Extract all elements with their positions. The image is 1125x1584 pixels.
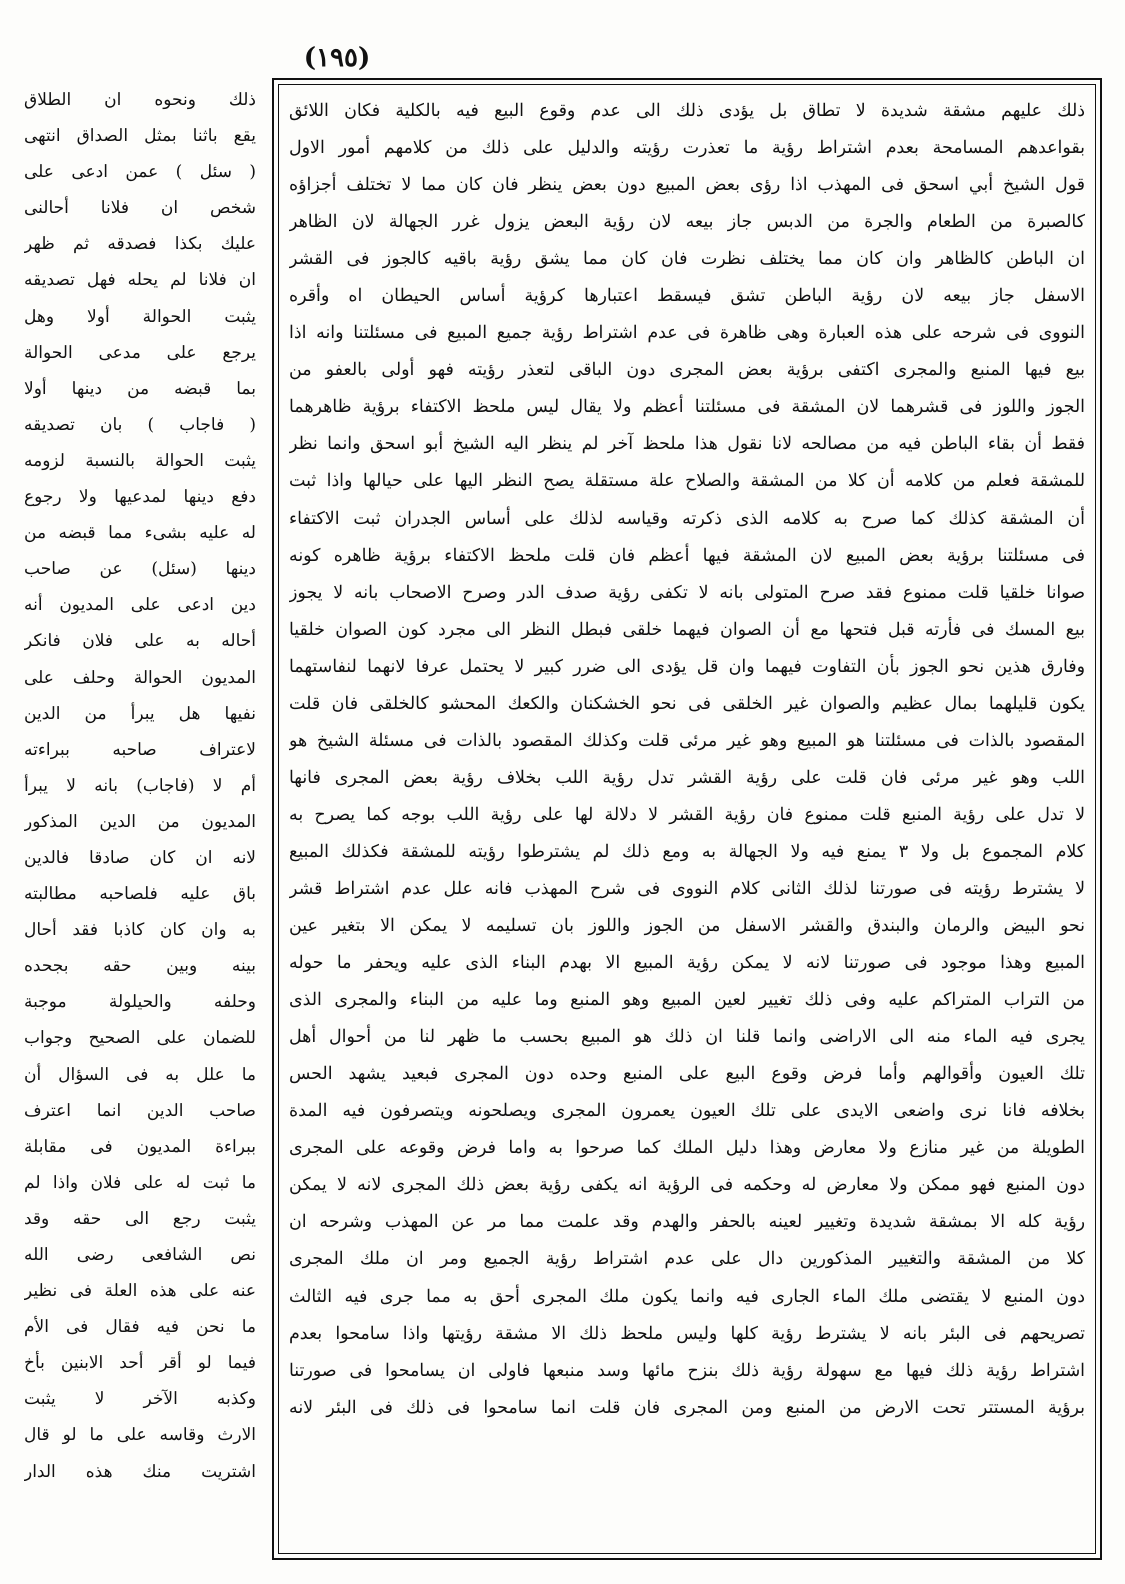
main-text-line: للمشقة فعلم من كلامه أن كلا من المشقة والصلاح علة مستقلة يصح النظر اليها على حيالها واذا ثبت (289, 471, 1085, 492)
main-text-line: بيع فيها المنبع والمجرى اكتفى برؤية بعض المجرى دون الباقى لتعذر رؤيته فهو أولى بالعفو من (289, 360, 1085, 381)
side-text-line: دينها (سئل) عن صاحب (24, 559, 256, 580)
side-text-line: وحلفه والحيلولة موجبة (24, 992, 256, 1013)
side-text-line: دفع دينها لمدعيها ولا رجوع (24, 487, 256, 508)
side-text-line: ( فاجاب ) بان تصديقه (24, 414, 256, 435)
side-text-line: ما ثبت له على فلان واذا لم (24, 1172, 256, 1193)
main-text-line: الاسفل جاز بيعه لان رؤية الباطن تشق فيسقط اعتبارها كرؤية أساس الحيطان اه وأقره (289, 286, 1085, 307)
main-text-line: يجرى فيه الماء منه الى الاراضى وانما قلنا ان ذلك هو المبيع بحسب ما ظهر لنا من أحوال أهل (289, 1027, 1085, 1048)
main-text-line: كلا من المشقة والتغيير المذكورين دال على عدم اشتراط رؤية الجميع ومر ان ملك المجرى (289, 1249, 1085, 1270)
main-text-line: اللب وهو غير مرئى فان قلت على رؤية القشر تدل رؤية اللب بخلاف رؤية بعض المجرى فانها (289, 767, 1085, 788)
side-text-line: بما قبضه من دينها أولا (24, 378, 256, 399)
side-text-line: أحاله به على فلان فانكر (24, 631, 256, 652)
side-text-line: ان فلانا لم يحله فهل تصديقه (24, 270, 256, 291)
main-text-line: لا تدل على رؤية المنبع قلت ممنوع فان رؤية القشر لا دلالة لها على رؤية اللب بوجه كما يصرح به (289, 804, 1085, 825)
side-text-line: باق عليه فلصاحبه مطالبته (24, 884, 256, 905)
main-text-line: تلك العيون وأقوالهم وأما فرض وقوع البيع على المنبع وحده دون المجرى فبعيد يشهد الحس (289, 1064, 1085, 1085)
side-text-line: يثبت الحوالة بالنسبة لزومه (24, 450, 256, 471)
main-text-frame (272, 78, 1102, 1560)
side-text-line: صاحب الدين انما اعترف (24, 1100, 256, 1121)
side-text-line: يثبت رجع الى حقه وقد (24, 1208, 256, 1229)
side-text-line: الارث وقاسه على ما لو قال (24, 1425, 256, 1446)
main-text-line: اشتراط رؤية ذلك فيها مع سهولة رؤية ذلك بنزح مائها وسد منبعها فاولى ان يسامحوا فى صورتنا (289, 1360, 1085, 1381)
main-text-line: كالصبرة من الطعام والجرة من الدبس جاز بيعه لان رؤية البعض يزول غرر الجهالة لان الظاهر (289, 212, 1085, 233)
main-text-line: بخلافه فانا نرى واضعى الايدى على تلك العيون يعمرون المجرى ويصلحونه ويتصرفون فيه المدة (289, 1101, 1085, 1122)
main-text-line: ان الباطن كالظاهر وان كان مما يختلف نظرت فان كان مما يشق رؤية باقيه كالجوز فى القشر (289, 249, 1085, 270)
side-text-line: به وان كان كاذبا فقد أحال (24, 920, 256, 941)
main-text-line: ذلك عليهم مشقة شديدة لا تطاق بل يؤدى ذلك الى عدم وقوع البيع فيه بالكلية فكان اللائق (289, 101, 1085, 121)
side-text-line: له عليه بشىء مما قبضه من (24, 523, 256, 544)
side-text-line: يرجع على مدعى الحوالة (24, 342, 256, 363)
main-text-line: وفارق هذين نحو الجوز بأن التفاوت فيهما وان قل يؤدى الى ضرر كبير لا يحتمل عرفا لانهما لنفاستهما (289, 656, 1085, 677)
side-column (24, 82, 256, 1562)
side-text-line: بينه وبين حقه بجحده (24, 956, 256, 977)
main-text-body (278, 84, 1096, 1554)
main-text-line: قول الشيخ أبي اسحق فى المهذب اذا رؤى بعض المبيع دون بعض ينظر فان كان مما لا تختلف أجزاؤه (289, 175, 1085, 196)
main-text-line: فى مسئلتنا برؤية بعض المبيع لان المشقة فيها أعظم فان قلت ملحظ الاكتفاء برؤية ظاهره كونه (289, 545, 1085, 566)
main-text-line: رؤية كله الا بمشقة شديدة وتغيير لعينه بالحفر والهدم وقد علمت مما مر عن المهذب وشرحه ان (289, 1212, 1085, 1233)
side-text-line: نفيها هل يبرأ من الدين (24, 703, 256, 724)
side-text-line: عنه على هذه العلة فى نظير (24, 1281, 256, 1302)
side-text-line: يثبت الحوالة أولا وهل (24, 306, 256, 327)
main-text-line: نحو البيض والرمان والبندق والقشر الاسفل من الجوز واللوز بان تسليمه لا يمكن الا بتغير عين (289, 916, 1085, 937)
main-text-line: الطويلة من غير منازع ولا معارض وهذا دليل الملك كما صرحوا به واما فرض وقوعه على المجرى (289, 1138, 1085, 1159)
main-text-line: صوانا خلقيا قلت ممنوع فقد صرح المتولى بانه لا تكفى رؤية صدف الدر وصرح الاصحاب بانه لا يجوز (289, 582, 1085, 603)
main-text-line: فقط أن بقاء الباطن فيه من مصالحه لانا نقول هذا ملحظ آخر لم ينظر اليه الشيخ أبو اسحق وانما نظر (289, 434, 1085, 455)
main-text-line: المبيع وهذا موجود فى صورتنا لانه لا يمكن رؤية المبيع الا بهدم البناء الذى عليه ويحفر ما حوله (289, 953, 1085, 974)
side-text-line: أم لا (فاجاب) بانه لا يبرأ (24, 775, 256, 796)
main-text-line: بقواعدهم المسامحة بعدم اشتراط رؤية ما تعذرت رؤيته والدليل على ذلك من كلامهم أمور الاول (289, 138, 1085, 159)
main-text-line: دون المنبع فهو ممكن ولا معارض له وحكمه فى الرؤية انه يكفى رؤية بعض ذلك المجرى لانه لا يمكن (289, 1175, 1085, 1196)
side-text-line: عليك بكذا فصدقه ثم ظهر (24, 234, 256, 255)
main-text-line: من التراب المتراكم عليه وفى ذلك تغيير لعين المبيع وهو المنبع وما عليه من البناء والمجرى الذى (289, 990, 1085, 1011)
main-text-line: لا يشترط رؤيته فى صورتنا لذلك الثانى كلام النووى فى شرح المهذب فانه علل عدم اشتراط قشر (289, 878, 1085, 899)
main-text-line: يكون قليلهما بمال عظيم والصوان غير الخلقى فى نحو الخشكنان والكعك المحشو كالخلقى فان قلت (289, 693, 1085, 714)
side-text-line: اشتريت منك هذه الدار (24, 1461, 256, 1482)
side-text-line: المديون الحوالة وحلف على (24, 667, 256, 688)
side-text-line: ببراءة المديون فى مقابلة (24, 1136, 256, 1157)
page-number: (١٩٥) (303, 43, 371, 73)
side-text-line: ذلك ونحوه ان الطلاق (24, 90, 256, 110)
side-text-line: ما علل به فى السؤال أن (24, 1064, 256, 1085)
side-text-line: نص الشافعى رضى الله (24, 1245, 256, 1265)
main-text-line: دون المنبع لا يقتضى ملك الماء الجارى فيه وانما يكون ملك المجرى أحق به مما جرى فيه الثالث (289, 1286, 1085, 1307)
side-text-line: وكذبه الآخر لا يثبت (24, 1389, 256, 1410)
main-text-line: المقصود بالذات فى مسئلتنا هو المبيع وهو غير مرئى قلت وكذلك المقصود بالذات فى مسئلة الشيخ هو (289, 730, 1085, 751)
side-text-line: فيما لو أقر أحد الابنين بأخ (24, 1353, 256, 1374)
side-text-line: لاعتراف صاحبه ببراءته (24, 739, 256, 760)
side-text-line: ( سئل ) عمن ادعى على (24, 162, 256, 183)
main-text-line: كلام المجموع بل ولا ٣ يمنع فيه ولا الجهالة به ومع ذلك لم يشترطوا رؤيته للمشقة فكذلك المبيع (289, 841, 1085, 862)
main-text-line: تصريحهم فى البئر بانه لا يشترط رؤية كلها وليس ملحظ ذلك الا مشقة رؤيتها واذا سامحوا بعدم (289, 1323, 1085, 1344)
main-text-line: الجوز واللوز فى قشرهما لان المشقة فى مسئلتنا أعظم ولا يقال ليس ملحظ الاكتفاء برؤية ظاهرهما (289, 397, 1085, 418)
main-text-line: برؤية المستتر تحت الارض من المنبع ومن المجرى فان قلت انما سامحوا فى ذلك فى البئر لانه (289, 1397, 1085, 1418)
side-text-line: المديون من الدين المذكور (24, 811, 256, 832)
main-text-line: أن المشقة كذلك كما صرح به كلامه الذى ذكرته وقياسه لذلك على أساس الجدران ثبت الاكتفاء (289, 508, 1085, 529)
side-text-line: شخص ان فلانا أحالنى (24, 198, 256, 219)
side-text-line: للضمان على الصحيح وجواب (24, 1028, 256, 1049)
side-text-line: لانه ان كان صادقا فالدين (24, 847, 256, 868)
side-text-line: دين ادعى على المديون أنه (24, 595, 256, 616)
main-text-line: النووى فى شرحه على هذه العبارة وهى ظاهرة فى عدم اشتراط رؤية جميع المبيع فى مسئلتنا وانه اذا (289, 323, 1085, 344)
side-text-line: يقع باثنا بمثل الصداق انتهى (24, 126, 256, 147)
main-text-line: بيع المسك فى فأرته قبل فتحها مع أن الصوان فيهما خلقى فبطل النظر الى مجرد كون الصوان خلقيا (289, 619, 1085, 640)
side-text-line: ما نحن فيه فقال فى الأم (24, 1317, 256, 1338)
